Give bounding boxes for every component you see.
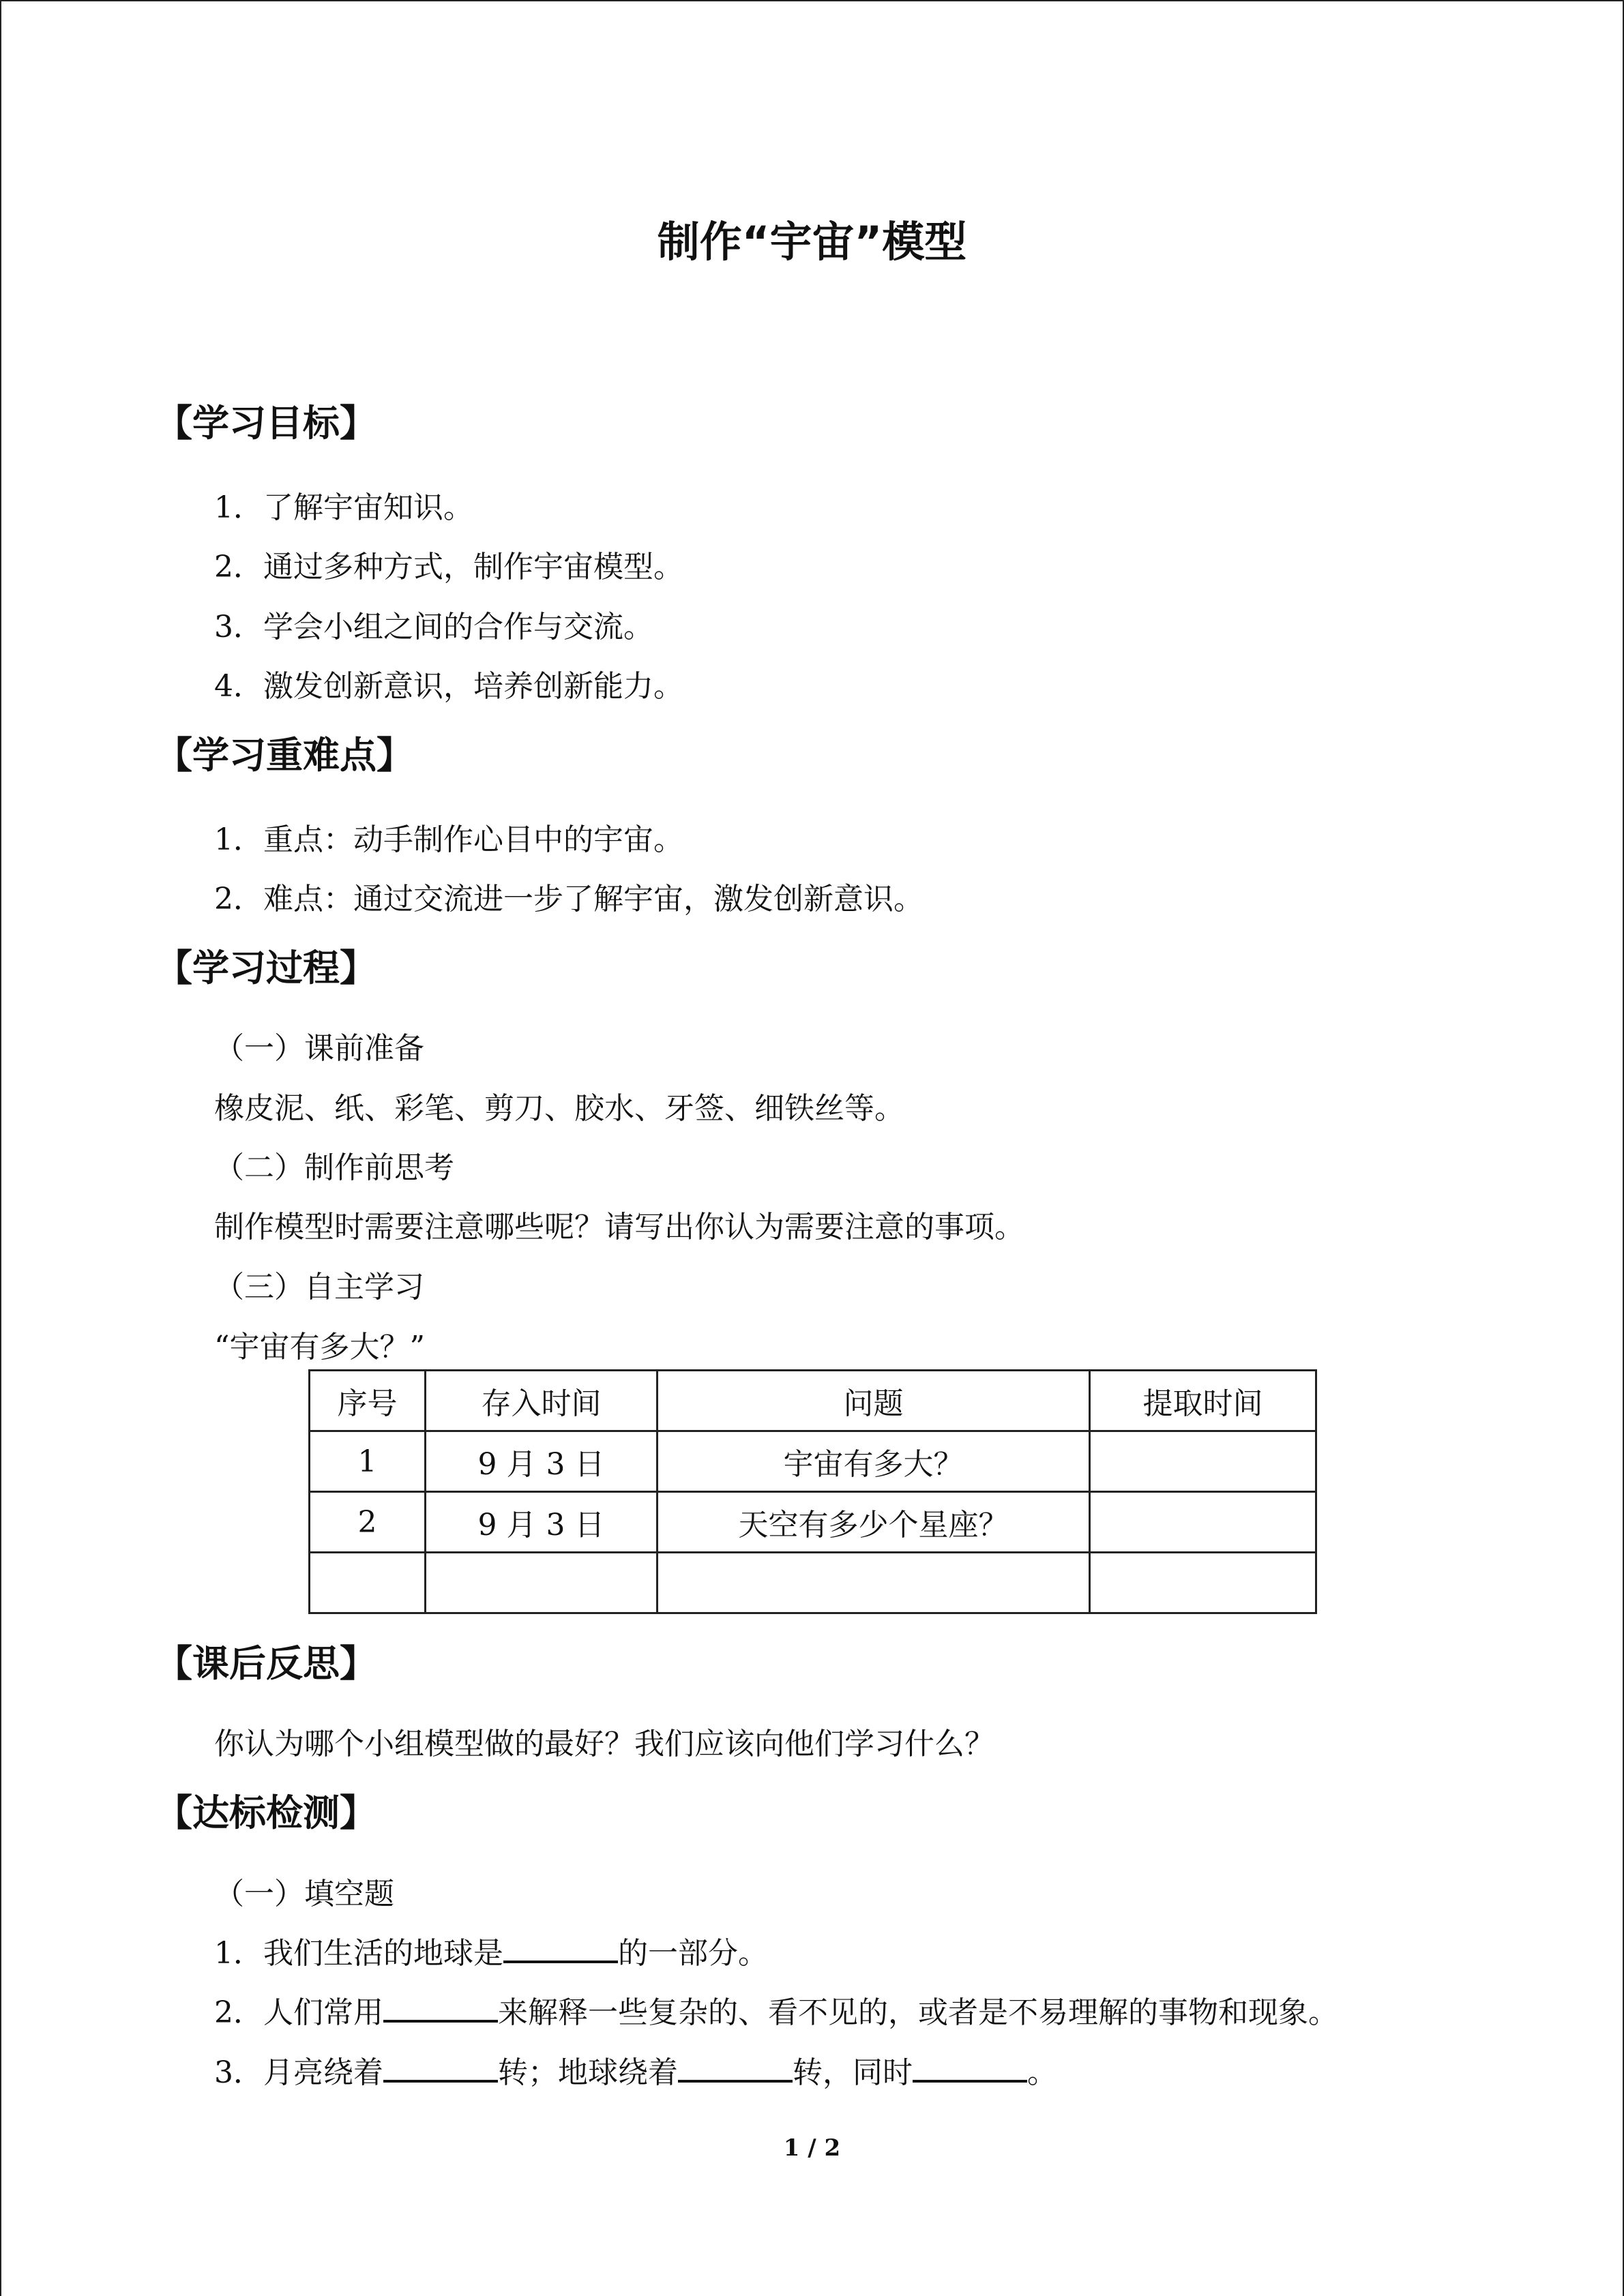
table-cell: 9 月 3 日 xyxy=(426,1431,658,1492)
reflection-text: 你认为哪个小组模型做的最好？我们应该向他们学习什么？ xyxy=(214,1727,994,1761)
goals-heading: 【学习目标】 xyxy=(156,402,377,445)
table-header-row xyxy=(310,1371,1316,1431)
answer-blank[interactable] xyxy=(383,2053,498,2083)
key-point-item: 1．重点：动手制作心目中的宇宙。 xyxy=(214,822,683,857)
question-text: 来解释一些复杂的、看不见的，或者是不易理解的事物和现象。 xyxy=(498,1995,1338,2030)
fill-blank-question-1 xyxy=(214,1932,768,1976)
goal-item: 1．了解宇宙知识。 xyxy=(214,490,473,525)
document-title: 制作“宇宙”模型 xyxy=(657,217,967,267)
page-border-top xyxy=(0,0,1624,1)
goal-item: 2．通过多种方式，制作宇宙模型。 xyxy=(214,550,683,584)
table-header-cell: 提取时间 xyxy=(1090,1371,1316,1431)
key-point-item: 2．难点：通过交流进一步了解宇宙，激发创新意识。 xyxy=(214,882,924,916)
prep-text: 橡皮泥、纸、彩笔、剪刀、胶水、牙签、细铁丝等。 xyxy=(214,1091,904,1126)
table-cell xyxy=(1090,1492,1316,1553)
fill-blank-question-2 xyxy=(214,1991,1338,2035)
answer-blank[interactable] xyxy=(383,1993,498,2023)
table-cell xyxy=(426,1553,658,1613)
table-cell: 宇宙有多大？ xyxy=(658,1431,1090,1492)
goal-item: 3．学会小组之间的合作与交流。 xyxy=(214,610,653,644)
answer-blank[interactable] xyxy=(503,1933,618,1963)
self-study-question: “宇宙有多大？” xyxy=(214,1330,425,1365)
table-cell: 天空有多少个星座？ xyxy=(658,1492,1090,1553)
page-number: 1 / 2 xyxy=(783,2134,841,2162)
key-points-heading: 【学习重难点】 xyxy=(156,734,413,777)
question-bank-table xyxy=(308,1369,1317,1614)
table-header-cell: 问题 xyxy=(658,1371,1090,1431)
table-row xyxy=(310,1431,1316,1492)
test-heading: 【达标检测】 xyxy=(156,1791,377,1834)
question-text: 的一部分。 xyxy=(618,1936,768,1971)
table-cell: 2 xyxy=(310,1492,426,1553)
process-heading: 【学习过程】 xyxy=(156,946,377,989)
question-text: 1．我们生活的地球是 xyxy=(214,1936,503,1971)
table-row xyxy=(310,1553,1316,1613)
table-row xyxy=(310,1492,1316,1553)
table-cell xyxy=(1090,1553,1316,1613)
table-cell xyxy=(1090,1431,1316,1492)
prep-title: （一）课前准备 xyxy=(214,1031,424,1066)
question-text: 2．人们常用 xyxy=(214,1995,383,2030)
answer-blank[interactable] xyxy=(678,2053,793,2083)
question-text: 转，同时 xyxy=(793,2055,913,2090)
self-study-title: （三）自主学习 xyxy=(214,1270,424,1304)
page-border-left xyxy=(0,0,1,2296)
reflection-heading: 【课后反思】 xyxy=(156,1642,377,1685)
table-cell: 1 xyxy=(310,1431,426,1492)
table-cell: 9 月 3 日 xyxy=(426,1492,658,1553)
think-text: 制作模型时需要注意哪些呢？请写出你认为需要注意的事项。 xyxy=(214,1210,1024,1244)
table-cell xyxy=(658,1553,1090,1613)
table-header-cell: 存入时间 xyxy=(426,1371,658,1431)
think-title: （二）制作前思考 xyxy=(214,1150,454,1185)
fill-blank-section-title: （一）填空题 xyxy=(214,1877,394,1911)
goal-item: 4．激发创新意识，培养创新能力。 xyxy=(214,669,683,704)
fill-blank-question-3 xyxy=(214,2051,1057,2095)
question-text: 。 xyxy=(1027,2055,1057,2090)
question-text: 3．月亮绕着 xyxy=(214,2055,383,2090)
answer-blank[interactable] xyxy=(913,2053,1027,2083)
question-text: 转；地球绕着 xyxy=(498,2055,678,2090)
table-header-cell: 序号 xyxy=(310,1371,426,1431)
table-cell xyxy=(310,1553,426,1613)
